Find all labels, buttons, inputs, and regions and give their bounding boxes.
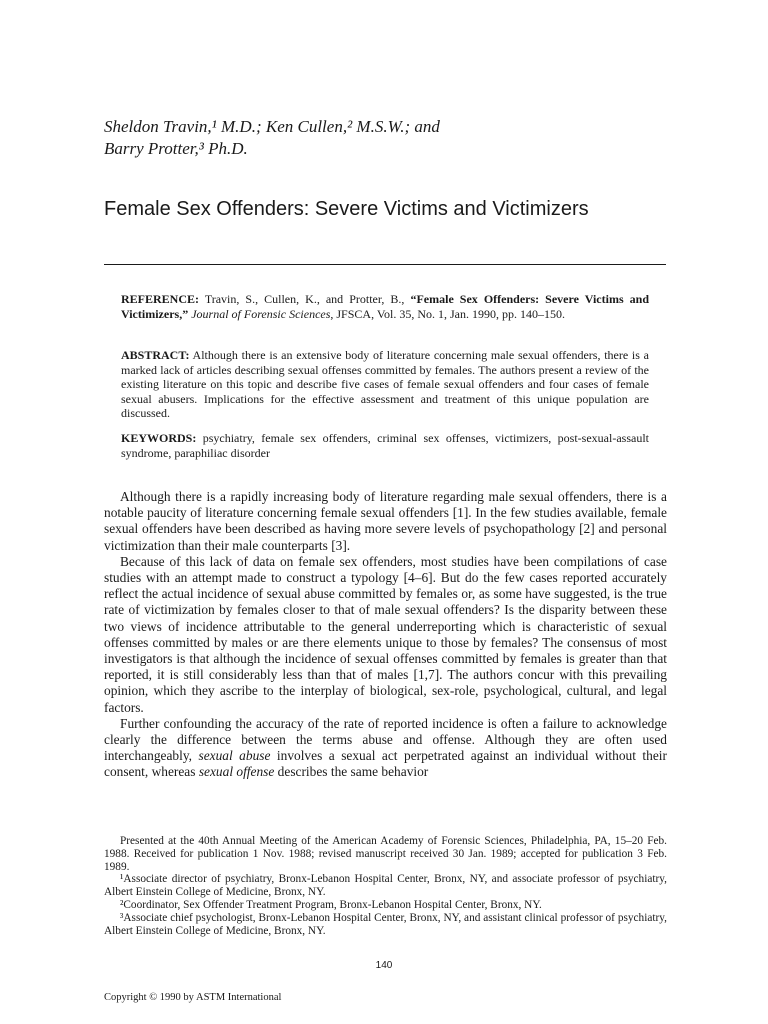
reference-journal: Journal of Forensic Sciences — [188, 306, 331, 321]
body-paragraph-3: Further confounding the accuracy of the rate of reported incidence is often a failure to acknowledge clearly the difference between the terms abuse and offense. Although they are often used interchangeably, sexual abuse involves a sexual act perpetrated against an individual without their consent, whereas sexual offense describes the same behavior — [104, 715, 667, 780]
abstract-label: ABSTRACT: — [121, 348, 190, 362]
reference-authors: Travin, S., Cullen, K., and Protter, B., — [199, 292, 411, 306]
keywords-block — [121, 431, 649, 460]
author-list — [104, 116, 704, 160]
term-sexual-offense: sexual offense — [198, 764, 275, 780]
keywords-text: psychiatry, female sex offenders, criminal sex offenses, victimizers, post-sexual-assault syndrome, paraphiliac disorder — [121, 431, 649, 460]
author-line-1: Sheldon Travin,¹ M.D.; Ken Cullen,² M.S.W.; and — [104, 117, 440, 136]
reference-block — [121, 292, 649, 321]
copyright-notice: Copyright © 1990 by ASTM International — [104, 992, 282, 1003]
term-sexual-abuse: sexual abuse — [198, 748, 271, 764]
author-line-2: Barry Protter,³ Ph.D. — [104, 139, 248, 158]
body-paragraph-1: Although there is a rapidly increasing body of literature regarding male sexual offenders, there is a notable paucity of literature concerning female sexual offenders [1]. In the few studies available, female sexual offenders have been described as having more severe levels of psychopathology [2] and personal victimization than their male counterparts [3]. — [104, 489, 667, 553]
reference-article-title: “Female Sex Offenders: Severe Victims and Victimizers,” — [121, 292, 649, 321]
paper-title: Female Sex Offenders: Severe Victims and Victimizers — [104, 198, 589, 220]
footnotes — [104, 835, 667, 937]
reference-label: REFERENCE: — [121, 292, 200, 306]
footnote-2: ²Coordinator, Sex Offender Treatment Program, Bronx-Lebanon Hospital Center, Bronx, NY. — [120, 898, 542, 911]
footnote-presented: Presented at the 40th Annual Meeting of the American Academy of Forensic Sciences, Philadelphia, PA, 15–20 Feb. 1988. Received for publication 1 Nov. 1988; revised manuscript received 30 Jan. 1989; accepted for publication 3 Feb. 1989. — [104, 835, 667, 873]
reference-details: , JFSCA, Vol. 35, No. 1, Jan. 1990, pp. 140–150. — [330, 306, 565, 321]
footnote-1: ¹Associate director of psychiatry, Bronx-Lebanon Hospital Center, Bronx, NY, and associate professor of psychiatry, Albert Einstein College of Medicine, Bronx, NY. — [104, 873, 667, 899]
title-divider — [104, 264, 666, 265]
page-number: 140 — [375, 960, 393, 971]
body-text — [104, 489, 667, 781]
keywords-label: KEYWORDS: — [121, 431, 197, 445]
body-paragraph-2: Because of this lack of data on female sex offenders, most studies have been compilations of case studies with an attempt made to construct a typology [4–6]. But do the few cases reported accurately reflect the actual incidence of sexual abuse committed by females or, as some have suggested, is the true rate of victimization by females closer to that of male sexual offenders? Is the disparity between these two views of incidence attributable to the general underreporting which is characteristic of sexual offenses committed by males or are there elements unique to those by females? The consensus of most investigators is that although the incidence of sexual offenses committed by females is greater than that reported, it is still considerably less than that of males [1,7]. The authors concur with this prevailing opinion, which they ascribe to the interplay of biological, sex-role, psychological, cultural, and legal factors. — [104, 553, 667, 715]
abstract-block — [121, 348, 649, 421]
abstract-text: Although there is an extensive body of literature concerning male sexual offenders, there is a marked lack of articles describing sexual offenses committed by females. The authors present a review of the existing literature on this topic and describe five cases of female sexual offenders and four cases of female sexual abusers. Implications for the effective assessment and treatment of this unique population are discussed. — [121, 348, 649, 421]
footnote-3: ³Associate chief psychologist, Bronx-Lebanon Hospital Center, Bronx, NY, and assistant clinical professor of psychiatry, Albert Einstein College of Medicine, Bronx, NY. — [104, 911, 667, 937]
